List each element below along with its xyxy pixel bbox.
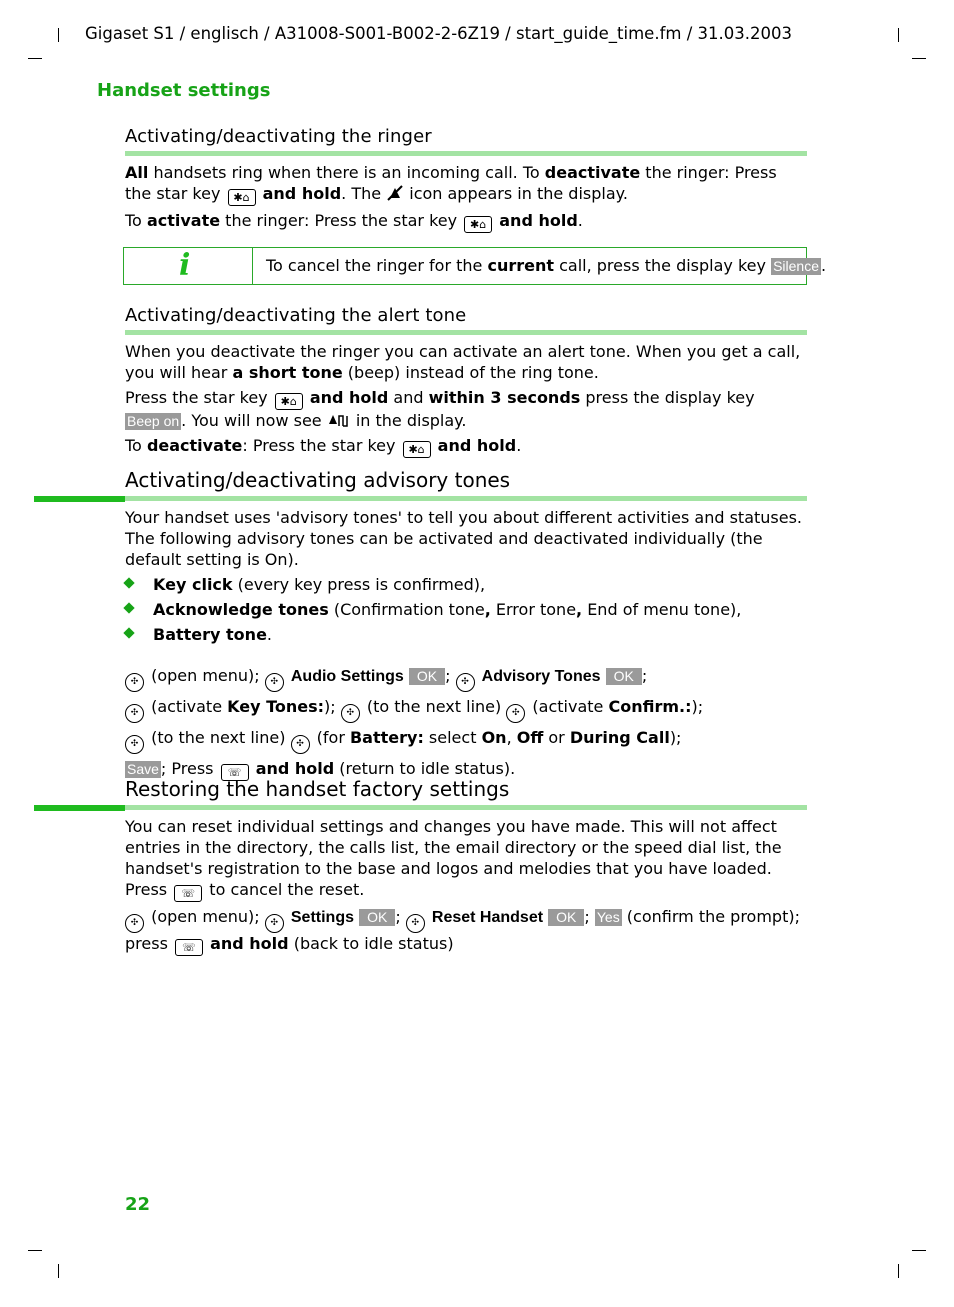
heading-rule-accent — [34, 496, 125, 502]
yes-softkey: Yes — [596, 909, 620, 925]
restore-paragraph: ✣ (open menu); ✣ Settings OK ; ✣ Reset Handset OK ; Yes (confirm the prompt); press ☏ and hold (back to idle status) — [125, 907, 800, 954]
save-softkey: Save — [127, 761, 159, 777]
alert-paragraph: To deactivate: Press the star key ✱⌂ and hold. — [125, 436, 522, 456]
star-key-icon: ✱⌂ — [228, 189, 256, 206]
nav-key-icon: ✣ — [291, 735, 310, 754]
heading-rule — [125, 805, 807, 810]
ringer-paragraph: To activate the ringer: Press the star key ✱⌂ and hold. — [125, 211, 583, 231]
crop-mark — [28, 58, 42, 59]
nav-key-icon: ✣ — [506, 704, 525, 723]
bullet-icon — [123, 627, 134, 638]
ringer-off-icon — [386, 185, 404, 201]
list-item: Key click (every key press is confirmed), — [125, 574, 807, 595]
alert-heading: Activating/deactivating the alert tone — [125, 305, 467, 326]
crop-mark — [912, 58, 926, 59]
nav-key-icon: ✣ — [265, 914, 284, 933]
advisory-intro: Your handset uses 'advisory tones' to tell you about different activities and statuses. The following advisory tones can be activated and deactivated individually (the default setting is On). — [125, 508, 803, 569]
alert-paragraph: When you deactivate the ringer you can activate an alert tone. When you get a call, you will hear a short tone (beep) instead of the ring tone. — [125, 342, 801, 382]
nav-key-icon: ✣ — [125, 704, 144, 723]
crop-mark — [28, 1250, 42, 1251]
star-key-icon: ✱⌂ — [275, 393, 303, 410]
nav-key-icon: ✣ — [125, 914, 144, 933]
crop-mark — [58, 28, 59, 42]
ringer-paragraph: All handsets ring when there is an incoming call. To deactivate the ringer: Press the star key ✱⌂ and hold. The icon appears in the display. — [125, 163, 777, 204]
ringer-body — [125, 162, 807, 233]
instruction-line: ✣ (open menu); ✣ Audio Settings OK ; ✣ Advisory Tones OK ; — [125, 665, 807, 692]
advisory-heading: Activating/deactivating advisory tones — [125, 468, 511, 492]
page-number: 22 — [125, 1194, 151, 1215]
bullet-icon — [123, 602, 134, 613]
nav-key-icon: ✣ — [341, 704, 360, 723]
ok-softkey: OK — [606, 668, 642, 685]
end-call-key-icon: ☏ — [221, 764, 249, 781]
list-item: Battery tone. — [125, 624, 807, 645]
advisory-body — [125, 507, 807, 781]
bullet-icon — [123, 577, 134, 588]
ok-softkey: OK — [409, 668, 445, 685]
instruction-line: ✣ (activate Key Tones:); ✣ (to the next line) ✣ (activate Confirm.:); — [125, 696, 807, 723]
star-key-icon: ✱⌂ — [403, 441, 431, 458]
nav-key-icon: ✣ — [265, 673, 284, 692]
silence-softkey: Silence — [773, 258, 819, 274]
heading-rule-accent — [34, 805, 125, 811]
heading-rule — [125, 496, 807, 501]
list-item: Acknowledge tones (Confirmation tone, Error tone, End of menu tone), — [125, 599, 807, 620]
ringer-heading: Activating/deactivating the ringer — [125, 126, 432, 147]
alert-body — [125, 341, 807, 458]
info-box — [123, 247, 827, 285]
crop-mark — [912, 1250, 926, 1251]
beep-icon — [327, 412, 351, 428]
info-text: To cancel the ringer for the current call, press the display key Silence . — [266, 256, 827, 275]
ok-softkey: OK — [548, 909, 584, 926]
nav-key-icon: ✣ — [125, 735, 144, 754]
heading-rule — [125, 330, 807, 335]
crop-mark — [898, 28, 899, 42]
beep-on-softkey: Beep on — [127, 413, 180, 429]
document-header: Gigaset S1 / englisch / A31008-S001-B002-2-6Z19 / start_guide_time.fm / 31.03.2003 — [85, 24, 792, 43]
nav-key-icon: ✣ — [406, 914, 425, 933]
crop-mark — [58, 1264, 59, 1278]
restore-paragraph: You can reset individual settings and changes you have made. This will not affect entries in the directory, the calls list, the email directory or the speed dial list, the handset's registration to the base and logos and melodies that you have loaded. Press ☏ to cancel the reset. — [125, 817, 782, 900]
restore-body — [125, 816, 807, 956]
restore-heading: Restoring the handset factory settings — [125, 777, 510, 801]
section-title: Handset settings — [97, 80, 271, 101]
alert-paragraph: Press the star key ✱⌂ and hold and within 3 seconds press the display key Beep on . You will now see in the display. — [125, 388, 755, 430]
crop-mark — [898, 1264, 899, 1278]
nav-key-icon: ✣ — [125, 673, 144, 692]
info-icon: i — [179, 248, 191, 283]
ok-softkey: OK — [359, 909, 395, 926]
heading-rule — [125, 151, 807, 156]
star-key-icon: ✱⌂ — [464, 216, 492, 233]
instruction-line: Save ; Press ☏ and hold (return to idle status). — [127, 759, 516, 779]
info-icon-cell — [124, 248, 253, 284]
end-call-key-icon: ☏ — [174, 885, 202, 902]
instruction-line: ✣ (to the next line) ✣ (for Battery: select On, Off or During Call); — [125, 727, 807, 754]
advisory-list — [125, 574, 807, 645]
end-call-key-icon: ☏ — [175, 939, 203, 956]
nav-key-icon: ✣ — [456, 673, 475, 692]
